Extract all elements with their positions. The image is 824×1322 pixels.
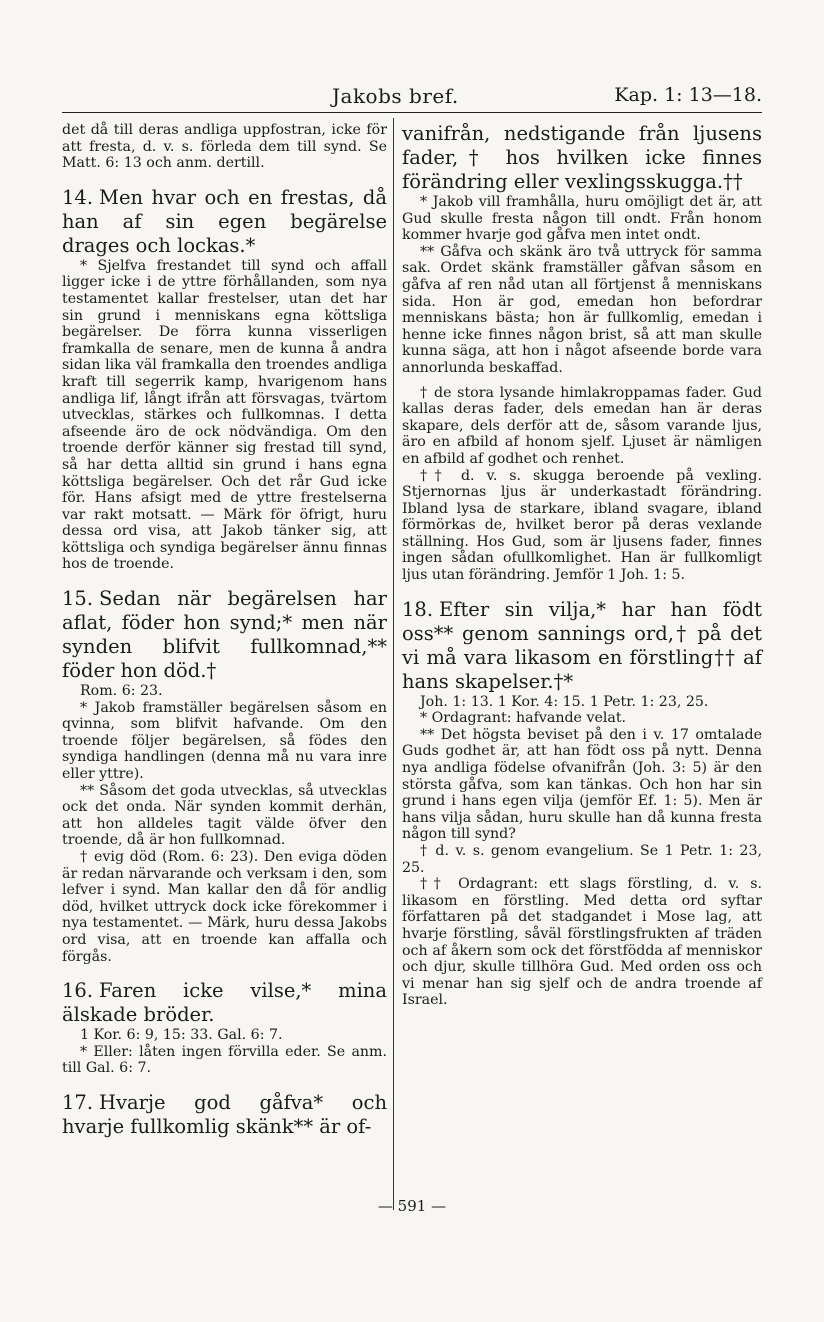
verse-16	[62, 979, 387, 1027]
verse-16-reference: 1 Kor. 6: 9, 15: 33. Gal. 6: 7.	[80, 1027, 283, 1044]
running-title: Jakobs bref.	[332, 84, 459, 108]
verse-18-note-1: * Ordagrant: hafvande velat.	[420, 710, 627, 727]
left-column	[62, 122, 387, 1139]
intro-note: det då till deras andliga uppfostran, icke för att fresta, d. v. s. förleda dem till synd. Se Matt. 6: 13 och anm. dertill.	[62, 122, 387, 172]
verse-16-note: * Eller: låten ingen förvilla eder. Se anm. till Gal. 6: 7.	[62, 1043, 387, 1077]
verse-15-note-2: ** Såsom det goda utvecklas, så utvecklas ock det onda. När synden kommit derhän, att hon alldeles tagit välde öfver den troende, då är hon fullkomnad.	[62, 782, 387, 849]
verse-17-note-4: †† d. v. s. skugga beroende på vexling. Stjernornas ljus är underkastadt förändring. Ibland lysa de starkare, ibland svagare, ibland förmörkas de, hvilket beror på deras vexlande ställning. Hos Gud, som är ljusens fader, finnes ingen sådan ofullkomlighet. Han är fullkomligt ljus utan förändring. Jemför 1 Joh. 1: 5.	[402, 467, 762, 584]
verse-18-note-3: † d. v. s. genom evangelium. Se 1 Petr. 1: 23, 25.	[402, 843, 762, 876]
verse-number: 17.	[62, 1090, 94, 1114]
verse-text: Faren icke vilse,* mina älskade bröder.	[62, 979, 387, 1027]
verse-number: 14.	[62, 185, 94, 209]
verse-text: Men hvar och en frestas, då han af sin egen begärelse drages och lockas.*	[62, 185, 387, 257]
verse-number: 18.	[402, 597, 434, 621]
verse-text: Efter sin vilja,* har han födt oss** genom sannings ord,† på det vi må vara likasom en förstling†† af hans skapelser.†*	[402, 597, 762, 693]
verse-17-note-3: † de stora lysande himlakroppamas fader. Gud kallas deras fader, dels emedan han är deras skapare, dels derför att de, såsom varande ljus, äro en afbild af honom sjelf. Ljuset är nämligen en afbild af godhet och renhet.	[402, 384, 762, 467]
chapter-reference: Kap. 1: 13—18.	[614, 84, 762, 106]
verse-15-note-1: * Jakob framställer begärelsen såsom en qvinna, som blifvit hafvande. Om den troende följer begärelsen, så födes den syndiga handlingen (denna må nu vara inre eller yttre).	[62, 699, 387, 783]
verse-number: 15.	[62, 587, 94, 611]
page-number: — 591 —	[377, 1197, 447, 1215]
verse-17-note-2: ** Gåfva och skänk äro två uttryck för samma sak. Ordet skänk framställer gåfvan såsom en gåfva af ren nåd utan all förtjenst å menniskans sida. Hon är god, emedan hon befordrar menniskans bästa; hon är fullkomlig, emedan i henne icke finnes någon brist, så att man skulle kunna säga, att hon i något afseende borde vara annorlunda beskaffad.	[402, 243, 762, 376]
header-rule	[62, 112, 762, 113]
verse-17	[62, 1091, 387, 1139]
verse-17-note-1: * Jakob vill framhålla, huru omöjligt det är, att Gud skulle fresta någon till ondt. Från honom kommer hvarje god gåfva men intet ondt.	[402, 194, 762, 244]
verse-14-note: * Sjelfva frestandet till synd och affall ligger icke i de yttre förhållanden, som nya testamentet kallar frestelser, utan det har sin grund i menniskans egna köttsliga begärelser. De förra kunna visserligen framkalla de senare, men de kunna å andra sidan lika väl framkalla den troendes andliga kraft till segerrik kamp, hvarigenom hans andliga lif, långt ifrån att försvagas, tvärtom utvecklas, stärkes och fullkomnas. I detta afseende äro de ock nödvändiga. Om den troende derför känner sig frestad till synd, så har detta alltid sin grund i hans egna köttsliga begärelser. Och det rår Gud icke för. Hans afsigt med de yttre frestelserna var rakt motsatt. — Märk för öfrigt, huru dessa ord visa, att Jakob tänker sig, att köttsliga och syndiga begärelser ännu finnas hos de troende.	[62, 257, 387, 573]
verse-15-reference: Rom. 6: 23.	[80, 683, 163, 700]
verse-text: Sedan när begärelsen har aflat, föder hon synd;* men när synden blifvit fullkomnad,** föder hon död.†	[62, 587, 387, 683]
page-header	[62, 84, 762, 110]
verse-17-continued: vanifrån, nedstigande från ljusens fader,† hos hvilken icke finnes förändring eller vexlingsskugga.††	[402, 122, 762, 193]
verse-14	[62, 186, 387, 258]
verse-number: 16.	[62, 979, 94, 1003]
verse-18	[402, 598, 762, 694]
verse-15-note-3: † evig död (Rom. 6: 23). Den eviga döden är redan närvarande och verksam i den, som lefver i synd. Man kallar den då för andlig död, hvilket uttryck dock icke förekommer i nya testamentet. — Märk, huru dessa Jakobs ord visa, att en troende kan affalla och förgås.	[62, 849, 387, 965]
verse-text: Hvarje god gåfva* och hvarje fullkomlig skänk** är of-	[62, 1090, 387, 1138]
verse-15	[62, 587, 387, 683]
verse-18-note-2: ** Det högsta beviset på den i v. 17 omtalade Guds godhet är, att han födt oss på nytt. Denna nya andliga födelse ofvanifrån (Joh. 3: 5) är den största gåfva, som kan tänkas. Och hon har sin grund i hans egen vilja (jemför Ef. 1: 5). Men är hans vilja sådan, huru skulle han då kunna fresta någon till synd?	[402, 726, 762, 843]
column-divider	[393, 118, 394, 1210]
verse-18-reference: Joh. 1: 13. 1 Kor. 4: 15. 1 Petr. 1: 23, 25.	[420, 693, 709, 710]
right-column	[402, 122, 762, 1009]
verse-18-note-4: †† Ordagrant: ett slags förstling, d. v. s. likasom en förstling. Med detta ord syftar författaren på det stadgandet i Mose lag, att hvarje förstling, såväl förstlingsfrukten af träden och af åkern som ock det förstfödda af menniskor och djur, skulle tillhöra Gud. Med orden oss och vi menar han sig sjelf och de andra troende af Israel.	[402, 876, 762, 1009]
